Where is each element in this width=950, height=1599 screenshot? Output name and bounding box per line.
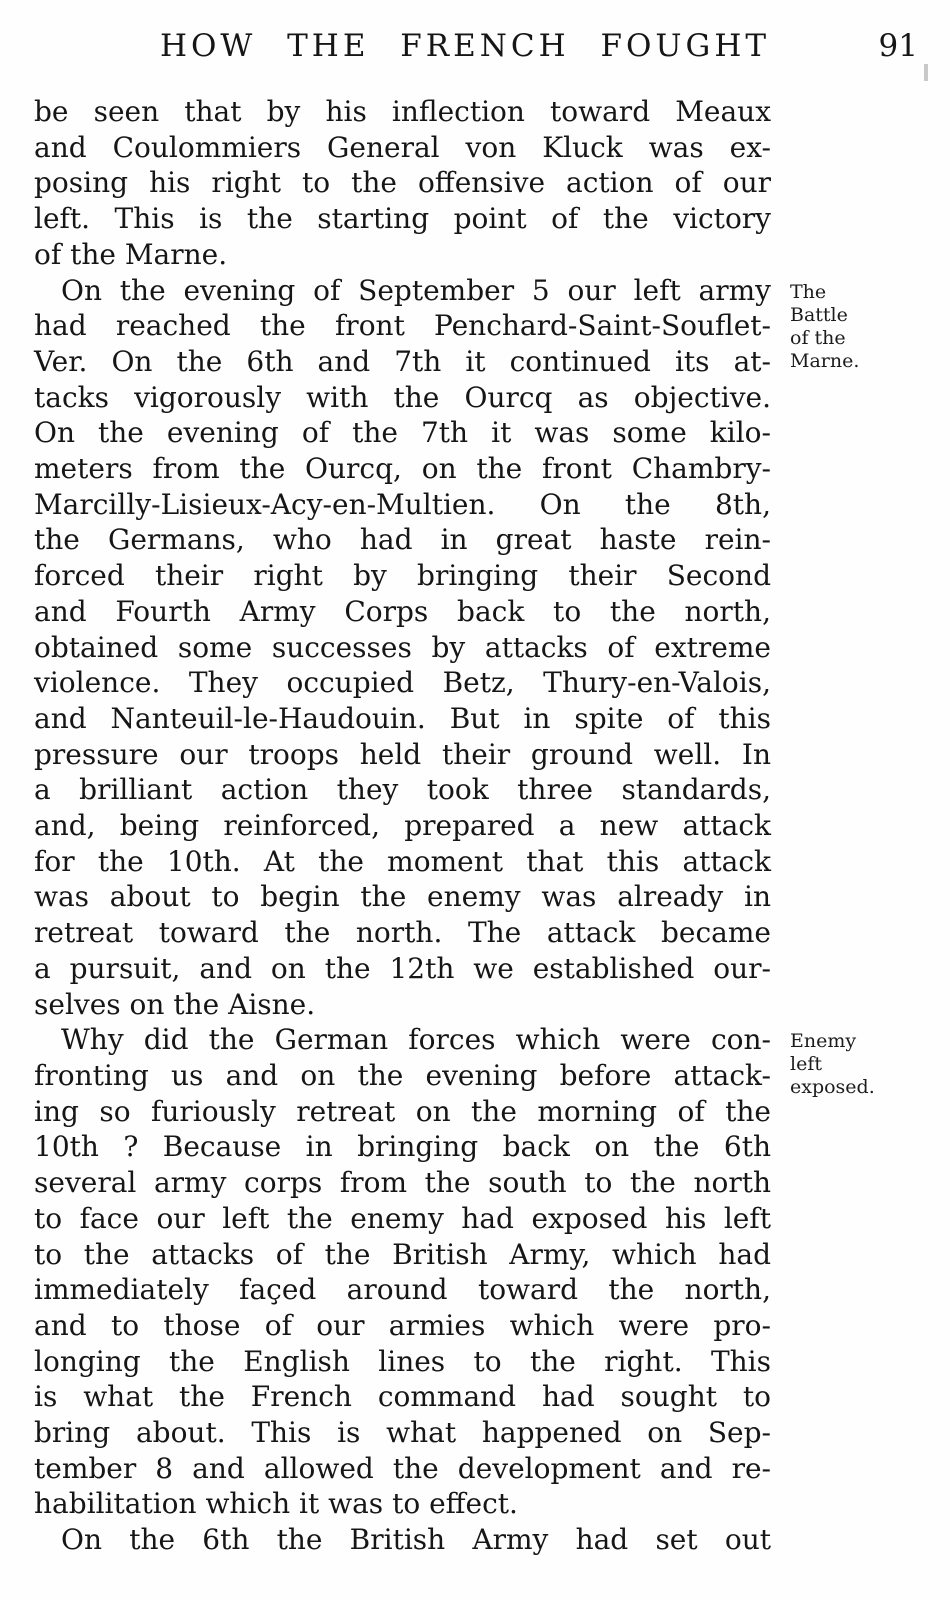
text-block	[34, 94, 771, 1558]
margin-note-line: left	[790, 1053, 822, 1075]
text-line: habilitation which it was to effect.	[34, 1487, 518, 1521]
text-line: a brilliant action they took three standards,	[34, 773, 771, 807]
text-line: On the evening of the 7th it was some kilo-	[34, 416, 771, 450]
text-line: fronting us and on the evening before attack-	[34, 1058, 771, 1092]
margin-note-line: of the	[790, 327, 846, 349]
text-line: and Nanteuil-le-Haudouin. But in spite of this	[34, 701, 771, 735]
text-line: and Fourth Army Corps back to the north,	[34, 594, 771, 628]
text-line: to face our left the enemy had exposed his left	[34, 1201, 771, 1235]
text-line: immediately façed around toward the north,	[34, 1273, 771, 1307]
text-line: retreat toward the north. The attack became	[34, 916, 771, 950]
running-header	[0, 28, 950, 70]
text-line: of the Marne.	[34, 237, 228, 271]
text-line: violence. They occupied Betz, Thury-en-Valois,	[34, 666, 771, 700]
text-line: tember 8 and allowed the development and re-	[34, 1451, 771, 1485]
text-line: to the attacks of the British Army, which had	[34, 1237, 771, 1271]
text-line: was about to begin the enemy was already in	[34, 880, 771, 914]
page-title: HOW THE FRENCH FOUGHT	[159, 28, 771, 64]
text-line: bring about. This is what happened on Sep-	[34, 1416, 771, 1450]
text-line: the Germans, who had in great haste rein-	[34, 523, 771, 557]
margin-note	[790, 281, 940, 373]
text-line: forced their right by bringing their Second	[34, 559, 771, 593]
text-line: tacks vigorously with the Ourcq as objective.	[34, 380, 771, 414]
page-number: 91	[878, 28, 918, 64]
text-line: Ver. On the 6th and 7th it continued its at-	[34, 344, 771, 378]
text-line: for the 10th. At the moment that this attack	[34, 844, 771, 878]
text-line: a pursuit, and on the 12th we established our-	[34, 951, 771, 985]
text-line: On the evening of September 5 our left army	[61, 273, 771, 307]
text-line: be seen that by his inflection toward Meaux	[34, 95, 771, 128]
margin-note	[790, 1030, 940, 1099]
margin-note-line: Enemy	[790, 1030, 857, 1052]
text-line: pressure our troops held their ground well. In	[34, 737, 771, 771]
text-line: is what the French command had sought to	[34, 1380, 771, 1414]
text-line: posing his right to the offensive action of our	[34, 166, 771, 200]
margin-note-line: The	[790, 281, 827, 303]
text-line: selves on the Aisne.	[34, 987, 316, 1021]
text-line: and, being reinforced, prepared a new attack	[34, 809, 771, 843]
scan-edge-artifact	[924, 64, 928, 81]
text-line: longing the English lines to the right. This	[34, 1344, 771, 1378]
text-line: and to those of our armies which were pro-	[34, 1308, 771, 1342]
text-line: Why did the German forces which were con-	[61, 1023, 771, 1057]
text-line: obtained some successes by attacks of extreme	[34, 630, 771, 664]
text-line: On the 6th the British Army had set out	[61, 1523, 771, 1557]
margin-note-line: Marne.	[790, 350, 860, 372]
text-line: had reached the front Penchard-Saint-Souflet-	[34, 309, 771, 343]
text-line: left. This is the starting point of the victory	[34, 202, 771, 236]
text-line: ing so furiously retreat on the morning of the	[34, 1094, 771, 1128]
text-line: and Coulommiers General von Kluck was ex-	[34, 130, 771, 164]
text-line: Marcilly-Lisieux-Acy-en-Multien. On the 8th,	[34, 487, 771, 521]
margin-note-line: Battle	[790, 304, 848, 326]
margin-note-line: exposed.	[790, 1076, 875, 1098]
text-line: meters from the Ourcq, on the front Chambry-	[34, 452, 771, 486]
text-line: several army corps from the south to the north	[34, 1166, 771, 1200]
text-line: 10th ? Because in bringing back on the 6th	[34, 1130, 771, 1164]
